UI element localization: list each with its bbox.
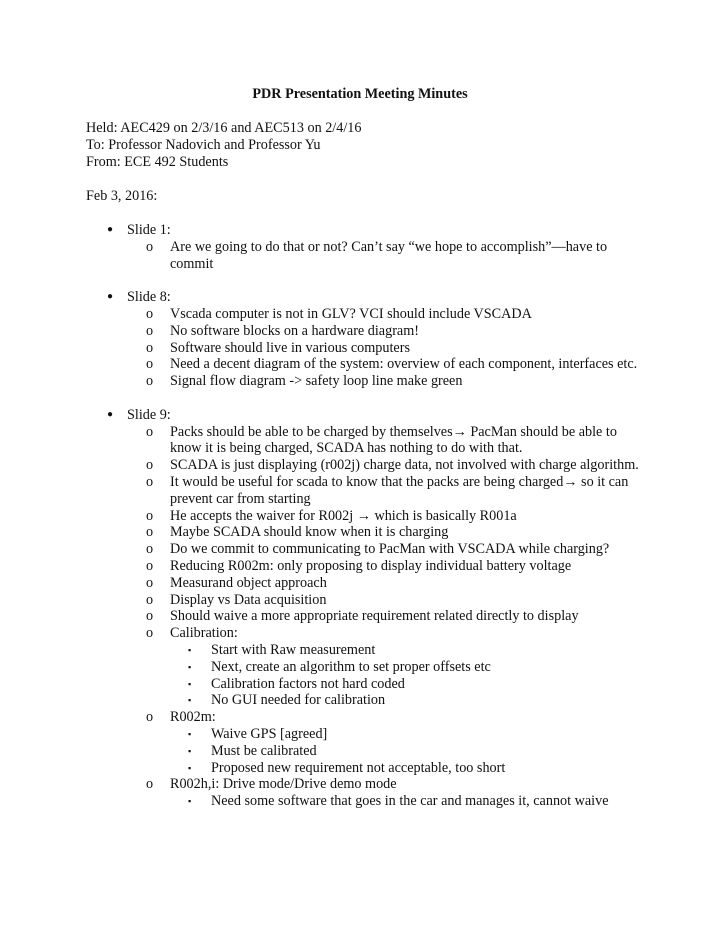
list-item xyxy=(0,323,640,340)
circle-bullet-icon: o xyxy=(146,574,154,591)
slide-label: Slide 8: xyxy=(127,289,171,306)
list-item xyxy=(0,524,640,541)
slide-section xyxy=(0,407,720,810)
slide-heading xyxy=(0,222,720,239)
list-item-text: Software should live in various computers xyxy=(170,339,410,356)
circle-bullet-icon: o xyxy=(146,776,154,793)
list-item-text: R002h,i: Drive mode/Drive demo mode xyxy=(170,776,397,793)
list-item xyxy=(0,558,640,575)
list-item-text: R002m: xyxy=(170,709,216,726)
list-item xyxy=(0,457,640,474)
list-item-text: He accepts the waiver for R002j → which is basically R001a xyxy=(170,507,517,524)
slide-heading xyxy=(0,407,720,424)
nested-list-item-text: Need some software that goes in the car and manages it, cannot waive xyxy=(211,793,609,810)
list-item-text: Are we going to do that or not? Can’t say “we hope to accomplish”—have to commit xyxy=(170,238,608,272)
square-bullet-icon: ▪ xyxy=(188,661,192,672)
circle-bullet-icon: o xyxy=(146,709,154,726)
circle-bullet-icon: o xyxy=(146,339,154,356)
list-item-text: Packs should be able to be charged by themselves→ PacMan should be able to know it is being charged, SCADA has nothing to do with that. xyxy=(170,423,617,457)
nested-list-item-text: Calibration factors not hard coded xyxy=(211,675,405,692)
list-item-text: SCADA is just displaying (r002j) charge data, not involved with charge algorithm. xyxy=(170,457,639,474)
nested-list-item-text: Waive GPS [agreed] xyxy=(211,725,328,742)
from-line: From: ECE 492 Students xyxy=(86,154,229,170)
nested-list-item-text: Proposed new requirement not acceptable, too short xyxy=(211,759,506,776)
square-bullet-icon: ▪ xyxy=(188,644,192,655)
list-item xyxy=(0,541,640,558)
circle-bullet-icon: o xyxy=(146,322,154,339)
page-title: PDR Presentation Meeting Minutes xyxy=(252,86,468,102)
list-item-text: Display vs Data acquisition xyxy=(170,591,327,608)
list-item-text: No software blocks on a hardware diagram! xyxy=(170,322,419,339)
slide-label: Slide 9: xyxy=(127,406,171,423)
nested-list-item xyxy=(0,760,651,777)
circle-bullet-icon: o xyxy=(146,541,154,558)
circle-bullet-icon: o xyxy=(146,457,154,474)
meeting-date: Feb 3, 2016: xyxy=(86,188,158,204)
list-item xyxy=(0,776,640,793)
list-item xyxy=(0,625,640,642)
nested-list-item xyxy=(0,743,651,760)
bullet-dot-icon: ● xyxy=(107,291,114,303)
list-item xyxy=(0,356,640,373)
slide-section xyxy=(0,289,720,390)
circle-bullet-icon: o xyxy=(146,305,154,322)
list-item-text: It would be useful for scada to know that the packs are being charged→ so it can prevent car from starting xyxy=(170,473,629,507)
circle-bullet-icon: o xyxy=(146,591,154,608)
minutes-body xyxy=(0,222,720,827)
circle-bullet-icon: o xyxy=(146,557,154,574)
bullet-dot-icon: ● xyxy=(107,224,114,235)
square-bullet-icon: ▪ xyxy=(188,745,192,756)
list-item xyxy=(0,592,640,609)
list-item xyxy=(0,340,640,357)
list-item-text: Vscada computer is not in GLV? VCI should include VSCADA xyxy=(170,305,532,322)
nested-list-item-text: Must be calibrated xyxy=(211,742,317,759)
nested-list-item xyxy=(0,692,651,709)
nested-list-item xyxy=(0,793,651,810)
square-bullet-icon: ▪ xyxy=(188,728,192,739)
list-item xyxy=(0,474,640,508)
circle-bullet-icon: o xyxy=(146,356,154,373)
list-item-text: Signal flow diagram -> safety loop line make green xyxy=(170,373,463,390)
to-line: To: Professor Nadovich and Professor Yu xyxy=(86,137,321,153)
square-bullet-icon: ▪ xyxy=(188,678,192,689)
nested-list-item xyxy=(0,726,651,743)
bullet-dot-icon: ● xyxy=(107,408,114,420)
circle-bullet-icon: o xyxy=(146,524,154,541)
memo-header xyxy=(86,120,361,171)
list-item-text: Reducing R002m: only proposing to display individual battery voltage xyxy=(170,557,572,574)
square-bullet-icon: ▪ xyxy=(188,796,192,807)
nested-list-item-text: No GUI needed for calibration xyxy=(211,692,386,709)
list-item xyxy=(0,424,640,458)
nested-list-item xyxy=(0,659,651,676)
list-item-text: Maybe SCADA should know when it is charging xyxy=(170,524,449,541)
slide-heading xyxy=(0,289,720,306)
nested-list-item xyxy=(0,676,651,693)
nested-list-item xyxy=(0,642,651,659)
nested-list-item-text: Start with Raw measurement xyxy=(211,641,376,658)
list-item-text: Should waive a more appropriate requirement related directly to display xyxy=(170,608,579,625)
list-item xyxy=(0,373,640,390)
held-line: Held: AEC429 on 2/3/16 and AEC513 on 2/4/16 xyxy=(86,120,362,136)
nested-list-item-text: Next, create an algorithm to set proper offsets etc xyxy=(211,658,491,675)
list-item-text: Calibration: xyxy=(170,625,238,642)
circle-bullet-icon: o xyxy=(146,238,154,255)
list-item xyxy=(0,608,640,625)
square-bullet-icon: ▪ xyxy=(188,762,192,773)
circle-bullet-icon: o xyxy=(146,373,154,390)
circle-bullet-icon: o xyxy=(146,625,154,642)
slide-section xyxy=(0,222,720,272)
list-item-text: Do we commit to communicating to PacMan with VSCADA while charging? xyxy=(170,541,610,558)
list-item xyxy=(0,575,640,592)
list-item xyxy=(0,239,640,273)
circle-bullet-icon: o xyxy=(146,473,154,490)
list-item-text: Measurand object approach xyxy=(170,574,327,591)
circle-bullet-icon: o xyxy=(146,608,154,625)
list-item-text: Need a decent diagram of the system: overview of each component, interfaces etc. xyxy=(170,356,638,373)
slide-label: Slide 1: xyxy=(127,222,171,238)
square-bullet-icon: ▪ xyxy=(188,695,192,706)
list-item xyxy=(0,709,640,726)
list-item xyxy=(0,306,640,323)
list-item xyxy=(0,508,640,525)
circle-bullet-icon: o xyxy=(146,507,154,524)
circle-bullet-icon: o xyxy=(146,423,154,440)
